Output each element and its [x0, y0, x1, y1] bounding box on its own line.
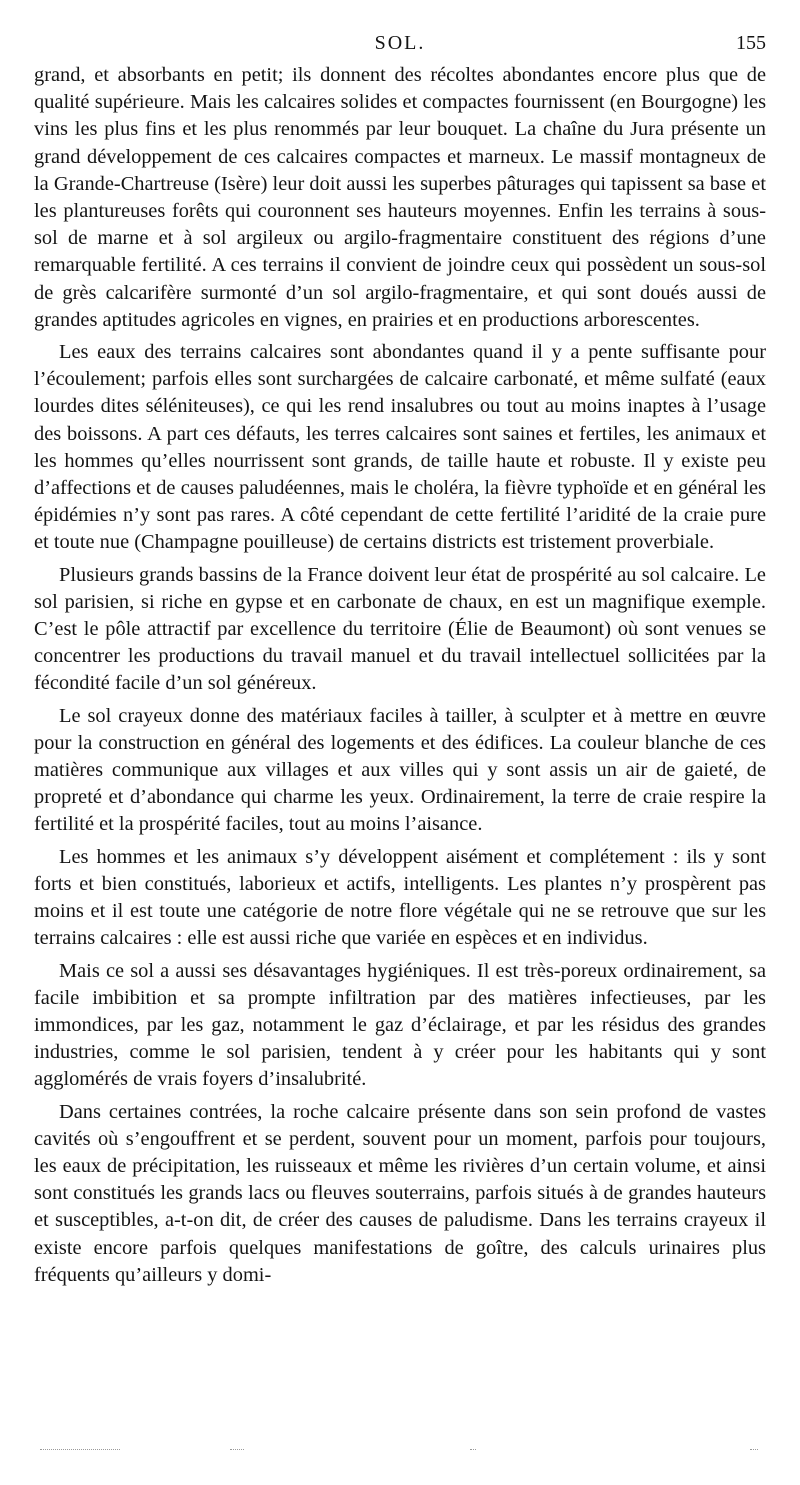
- paragraph-sol-crayeux: Le sol crayeux donne des matériaux faciles à tailler, à sculpter et à mettre en œuvre pour la construction en général des logements et des édifices. La couleur blanche de ces matières communique aux villages et aux villes qui y sont assis un air de gaieté, de propreté et d’abondance qui charme les yeux. Ordinairement, la terre de craie respire la fertilité et la prospérité faciles, tout au moins l’aisance.: [34, 704, 766, 836]
- page-number: 155: [736, 32, 766, 54]
- paragraph-bassins-france: Plusieurs grands bassins de la France doivent leur état de prospérité au sol calcaire. Le sol parisien, si riche en gypse et en carbonate de chaux, en est un magnifique exemple. C’est le pôle attractif par excellence du territoire (Élie de Beaumont) où sont venues se concentrer les productions du travail manuel et du travail intellectuel sollicitées par la fécondité facile d’un sol généreux.: [34, 563, 766, 695]
- running-title: SOL.: [374, 32, 426, 54]
- paragraph-continuation: grand, et absorbants en petit; ils donnent des récoltes abondantes encore plus que de qualité supérieure. Mais les calcaires solides et compactes fournissent (en Bourgogne) les vins les plus fins et les plus renommés par leur bouquet. La chaîne du Jura présente un grand développement de ces calcaires compactes et marneux. Le massif montagneux de la Grande-Chartreuse (Isère) leur doit aussi les superbes pâturages qui tapissent sa base et les plantureuses forêts qui couronnent ses hauteurs moyennes. Enfin les terrains à sous-sol de marne et à sol argileux ou argilo-fragmentaire constituent des régions d’une remarquable fertilité. A ces terrains il convient de joindre ceux qui possèdent un sous-sol de grès calcarifère surmonté d’un sol argilo-fragmentaire, et qui sont doués aussi de grandes aptitudes agricoles en vignes, en prairies et en productions arborescentes.: [34, 64, 766, 331]
- scan-noise-marks: [34, 1446, 766, 1456]
- paragraph-cavites: Dans certaines contrées, la roche calcaire présente dans son sein profond de vastes cavités où s’engouffrent et se perdent, souvent pour un moment, parfois pour toujours, les eaux de précipitation, les ruisseaux et même les rivières d’un certain volume, et ainsi sont constitués les grands lacs ou fleuves souterrains, parfois situés à de grandes hauteurs et susceptibles, a-t-on dit, de créer des causes de paludisme. Dans les terrains crayeux il existe encore parfois quelques manifestations de goître, des calculs urinaires plus fréquents qu’ailleurs y domi-: [34, 1100, 766, 1286]
- body-text: [34, 62, 766, 1289]
- scan-mark: [470, 1449, 476, 1451]
- scan-mark: [40, 1449, 120, 1451]
- book-page: [34, 30, 766, 1294]
- scan-mark: [230, 1449, 244, 1451]
- paragraph-hommes-animaux: Les hommes et les animaux s’y développent aisément et complétement : ils y sont forts et bien constitués, laborieux et actifs, intelligents. Les plantes n’y prospèrent pas moins et il est toute une catégorie de notre flore végétale qui ne se retrouve que sur les terrains calcaires : elle est aussi riche que variée en espèces et en individus.: [34, 845, 766, 950]
- scan-mark: [750, 1449, 758, 1451]
- running-head: [34, 30, 766, 62]
- paragraph-eaux-calcaires: Les eaux des terrains calcaires sont abondantes quand il y a pente suffisante pour l’écoulement; parfois elles sont surchargées de calcaire carbonaté, et même sulfaté (eaux lourdes dites séléniteuses), ce qui les rend insalubres ou tout au moins inaptes à l’usage des boissons. A part ces défauts, les terres calcaires sont saines et fertiles, les animaux et les hommes qu’elles nourrissent sont grands, de taille haute et robuste. Il y existe peu d’affections et de causes paludéennes, mais le choléra, la fièvre typhoïde et en général les épidémies n’y sont pas rares. A côté cependant de cette fertilité l’aridité de la craie pure et toute nue (Champagne pouilleuse) de certains districts est tristement proverbiale.: [34, 341, 766, 554]
- paragraph-desavantages: Mais ce sol a aussi ses désavantages hygiéniques. Il est très-poreux ordinairement, sa facile imbibition et sa prompte infiltration par des matières infectieuses, par les immondices, par les gaz, notamment le gaz d’éclairage, et par les résidus des grandes industries, comme le sol parisien, tendent à y créer pour les habitants qui y sont agglomérés de vrais foyers d’insalubrité.: [34, 959, 766, 1091]
